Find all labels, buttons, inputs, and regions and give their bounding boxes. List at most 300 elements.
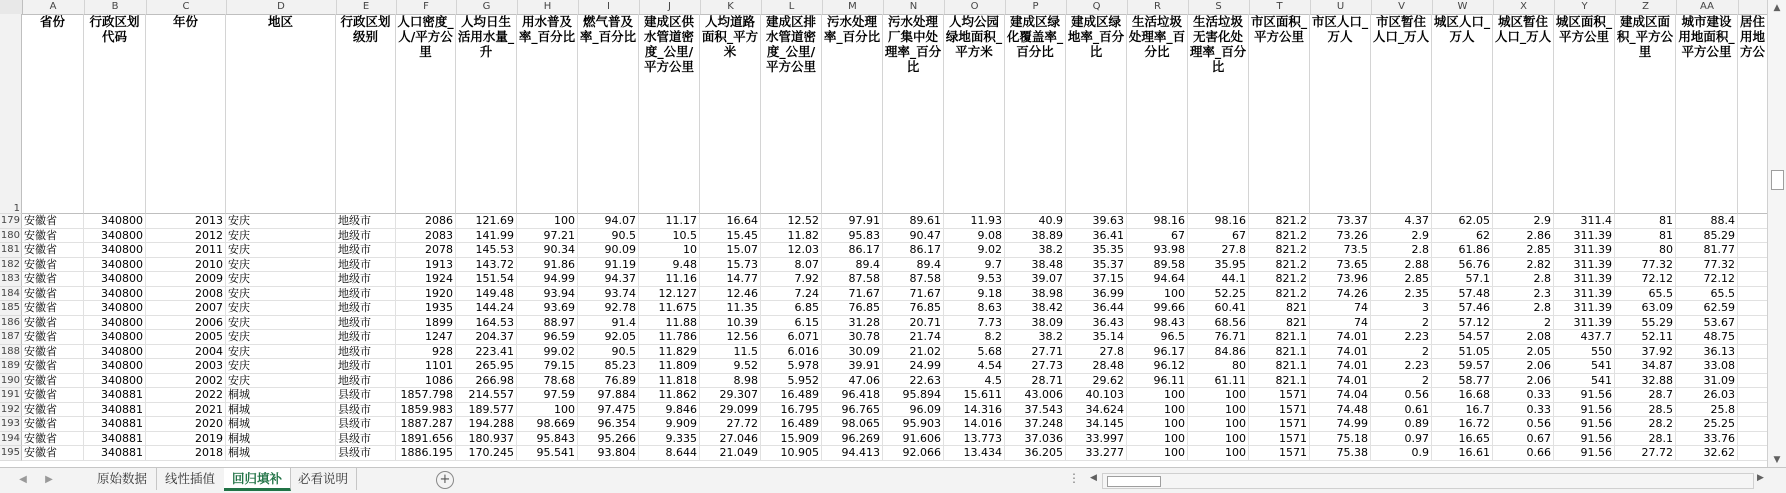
table-cell[interactable]	[1738, 417, 1768, 432]
table-cell[interactable]: 59.57	[1432, 359, 1493, 374]
table-cell[interactable]: 1891.656	[396, 432, 456, 447]
column-letter-aa[interactable]: AA	[1676, 0, 1739, 14]
column-header[interactable]: 污水处理厂集中处理率_百分比	[883, 14, 944, 214]
table-cell[interactable]: 36.99	[1066, 287, 1127, 302]
table-cell[interactable]: 90.47	[883, 229, 944, 244]
table-cell[interactable]: 340800	[84, 214, 146, 229]
table-cell[interactable]: 72.12	[1676, 272, 1738, 287]
row-number[interactable]: 192	[0, 403, 22, 418]
table-cell[interactable]: 93.69	[517, 301, 578, 316]
table-cell[interactable]: 94.07	[578, 214, 639, 229]
table-cell[interactable]: 安徽省	[22, 432, 84, 447]
column-letter-r[interactable]: R	[1127, 0, 1189, 14]
table-cell[interactable]: 安徽省	[22, 229, 84, 244]
table-cell[interactable]: 1247	[396, 330, 456, 345]
table-cell[interactable]: 21.049	[700, 446, 761, 461]
table-cell[interactable]: 地级市	[336, 374, 396, 389]
scroll-down-icon[interactable]: ▼	[1773, 455, 1781, 465]
table-cell[interactable]: 27.046	[700, 432, 761, 447]
table-cell[interactable]: 311.39	[1554, 272, 1615, 287]
table-cell[interactable]: 311.39	[1554, 229, 1615, 244]
table-cell[interactable]: 821.1	[1249, 345, 1310, 360]
table-cell[interactable]: 100	[1188, 446, 1249, 461]
column-letter-z[interactable]: Z	[1615, 0, 1677, 14]
table-cell[interactable]: 安庆	[226, 258, 336, 273]
table-cell[interactable]: 72.12	[1615, 272, 1676, 287]
table-cell[interactable]: 15.73	[700, 258, 761, 273]
table-cell[interactable]: 144.24	[456, 301, 517, 316]
table-cell[interactable]: 340881	[84, 403, 146, 418]
table-cell[interactable]: 11.16	[639, 272, 700, 287]
table-cell[interactable]: 92.05	[578, 330, 639, 345]
table-cell[interactable]: 1086	[396, 374, 456, 389]
table-cell[interactable]: 29.099	[700, 403, 761, 418]
table-cell[interactable]: 桐城	[226, 403, 336, 418]
table-cell[interactable]: 65.5	[1615, 287, 1676, 302]
table-cell[interactable]: 340800	[84, 229, 146, 244]
table-cell[interactable]: 6.016	[761, 345, 822, 360]
table-cell[interactable]: 15.45	[700, 229, 761, 244]
table-cell[interactable]: 75.38	[1310, 446, 1371, 461]
table-cell[interactable]: 821	[1249, 301, 1310, 316]
table-cell[interactable]: 2003	[146, 359, 226, 374]
column-header[interactable]: 人均公园绿地面积_平方米	[944, 14, 1005, 214]
table-cell[interactable]: 1571	[1249, 417, 1310, 432]
table-cell[interactable]: 11.35	[700, 301, 761, 316]
scroll-right-icon[interactable]: ▶	[1757, 473, 1764, 483]
table-cell[interactable]: 311.39	[1554, 258, 1615, 273]
table-cell[interactable]: 28.2	[1615, 417, 1676, 432]
table-cell[interactable]: 1913	[396, 258, 456, 273]
table-cell[interactable]: 92.78	[578, 301, 639, 316]
table-cell[interactable]: 8.07	[761, 258, 822, 273]
table-cell[interactable]: 99.02	[517, 345, 578, 360]
row-number[interactable]: 180	[0, 229, 22, 244]
table-cell[interactable]: 地级市	[336, 316, 396, 331]
table-cell[interactable]: 821.1	[1249, 359, 1310, 374]
table-cell[interactable]: 81	[1615, 229, 1676, 244]
table-cell[interactable]: 94.64	[1127, 272, 1188, 287]
table-cell[interactable]: 60.41	[1188, 301, 1249, 316]
table-cell[interactable]: 11.675	[639, 301, 700, 316]
table-cell[interactable]: 1920	[396, 287, 456, 302]
table-cell[interactable]: 52.25	[1188, 287, 1249, 302]
table-cell[interactable]: 12.56	[700, 330, 761, 345]
table-cell[interactable]: 74	[1310, 301, 1371, 316]
column-letter-v[interactable]: V	[1371, 0, 1433, 14]
table-cell[interactable]: 5.978	[761, 359, 822, 374]
column-letter-g[interactable]: G	[456, 0, 518, 14]
table-cell[interactable]: 90.5	[578, 229, 639, 244]
table-cell[interactable]: 12.46	[700, 287, 761, 302]
table-cell[interactable]: 90.34	[517, 243, 578, 258]
column-header[interactable]: 人均道路面积_平方米	[700, 14, 761, 214]
table-cell[interactable]: 36.13	[1676, 345, 1738, 360]
table-cell[interactable]	[1738, 374, 1768, 389]
table-cell[interactable]: 61.11	[1188, 374, 1249, 389]
table-cell[interactable]: 1571	[1249, 388, 1310, 403]
table-cell[interactable]: 8.2	[944, 330, 1005, 345]
table-cell[interactable]: 87.58	[883, 272, 944, 287]
column-header[interactable]: 居住用地方公	[1738, 14, 1768, 214]
table-cell[interactable]: 16.65	[1432, 432, 1493, 447]
table-cell[interactable]: 1924	[396, 272, 456, 287]
table-cell[interactable]: 21.02	[883, 345, 944, 360]
table-cell[interactable]: 85.29	[1676, 229, 1738, 244]
table-cell[interactable]: 16.68	[1432, 388, 1493, 403]
column-letter-t[interactable]: T	[1249, 0, 1311, 14]
row-number[interactable]: 179	[0, 214, 22, 229]
table-cell[interactable]: 地级市	[336, 258, 396, 273]
table-cell[interactable]: 100	[1188, 432, 1249, 447]
table-cell[interactable]: 340800	[84, 359, 146, 374]
table-cell[interactable]: 821.2	[1249, 287, 1310, 302]
table-cell[interactable]: 8.98	[700, 374, 761, 389]
table-cell[interactable]: 2	[1371, 345, 1432, 360]
table-cell[interactable]: 180.937	[456, 432, 517, 447]
table-cell[interactable]: 62.59	[1676, 301, 1738, 316]
table-cell[interactable]: 28.5	[1615, 403, 1676, 418]
table-cell[interactable]: 8.644	[639, 446, 700, 461]
table-cell[interactable]: 9.7	[944, 258, 1005, 273]
table-cell[interactable]: 桐城	[226, 446, 336, 461]
table-cell[interactable]	[1738, 432, 1768, 447]
row-number[interactable]: 187	[0, 330, 22, 345]
table-cell[interactable]: 安徽省	[22, 301, 84, 316]
table-cell[interactable]: 928	[396, 345, 456, 360]
table-cell[interactable]: 92.066	[883, 446, 944, 461]
table-cell[interactable]: 51.05	[1432, 345, 1493, 360]
select-all-corner[interactable]	[0, 0, 23, 14]
table-cell[interactable]: 38.48	[1005, 258, 1066, 273]
table-cell[interactable]: 36.43	[1066, 316, 1127, 331]
table-cell[interactable]: 桐城	[226, 417, 336, 432]
table-cell[interactable]: 30.78	[822, 330, 883, 345]
table-cell[interactable]: 2.06	[1493, 374, 1554, 389]
table-cell[interactable]: 安徽省	[22, 316, 84, 331]
table-cell[interactable]: 安徽省	[22, 446, 84, 461]
row-number[interactable]: 182	[0, 258, 22, 273]
table-cell[interactable]: 5.952	[761, 374, 822, 389]
table-cell[interactable]: 2.06	[1493, 359, 1554, 374]
table-cell[interactable]: 98.669	[517, 417, 578, 432]
table-cell[interactable]: 93.74	[578, 287, 639, 302]
table-cell[interactable]: 1899	[396, 316, 456, 331]
table-cell[interactable]: 27.71	[1005, 345, 1066, 360]
table-cell[interactable]: 31.28	[822, 316, 883, 331]
table-cell[interactable]: 县级市	[336, 388, 396, 403]
table-cell[interactable]: 97.21	[517, 229, 578, 244]
table-cell[interactable]: 2006	[146, 316, 226, 331]
table-cell[interactable]: 11.818	[639, 374, 700, 389]
column-letter-q[interactable]: Q	[1066, 0, 1128, 14]
table-cell[interactable]: 550	[1554, 345, 1615, 360]
table-cell[interactable]: 12.03	[761, 243, 822, 258]
table-cell[interactable]: 39.63	[1066, 214, 1127, 229]
tab-2[interactable]: 线性插值	[156, 468, 225, 490]
table-cell[interactable]: 安庆	[226, 272, 336, 287]
table-cell[interactable]: 89.4	[883, 258, 944, 273]
table-cell[interactable]: 38.89	[1005, 229, 1066, 244]
table-cell[interactable]: 县级市	[336, 417, 396, 432]
table-cell[interactable]: 31.09	[1676, 374, 1738, 389]
table-cell[interactable]: 2	[1371, 374, 1432, 389]
table-cell[interactable]: 地级市	[336, 243, 396, 258]
table-cell[interactable]: 821.2	[1249, 243, 1310, 258]
table-cell[interactable]: 81	[1615, 214, 1676, 229]
table-cell[interactable]: 27.73	[1005, 359, 1066, 374]
table-cell[interactable]: 340800	[84, 330, 146, 345]
table-cell[interactable]: 11.809	[639, 359, 700, 374]
table-cell[interactable]: 100	[1127, 287, 1188, 302]
table-cell[interactable]	[1738, 272, 1768, 287]
table-cell[interactable]: 14.316	[944, 403, 1005, 418]
table-cell[interactable]: 9.53	[944, 272, 1005, 287]
table-cell[interactable]: 98.43	[1127, 316, 1188, 331]
table-cell[interactable]	[1738, 359, 1768, 374]
column-letter-f[interactable]: F	[396, 0, 457, 14]
table-cell[interactable]: 340800	[84, 301, 146, 316]
table-cell[interactable]: 68.56	[1188, 316, 1249, 331]
table-cell[interactable]: 桐城	[226, 388, 336, 403]
table-cell[interactable]: 98.065	[822, 417, 883, 432]
table-cell[interactable]: 15.909	[761, 432, 822, 447]
table-cell[interactable]: 地级市	[336, 330, 396, 345]
column-letter-c[interactable]: C	[146, 0, 227, 14]
table-cell[interactable]: 78.68	[517, 374, 578, 389]
row-number[interactable]: 191	[0, 388, 22, 403]
table-cell[interactable]: 53.67	[1676, 316, 1738, 331]
table-cell[interactable]: 40.103	[1066, 388, 1127, 403]
table-cell[interactable]: 6.85	[761, 301, 822, 316]
table-cell[interactable]: 100	[1188, 403, 1249, 418]
table-cell[interactable]: 76.85	[822, 301, 883, 316]
column-letter-p[interactable]: P	[1005, 0, 1067, 14]
table-cell[interactable]: 821.2	[1249, 258, 1310, 273]
table-cell[interactable]: 98.16	[1127, 214, 1188, 229]
table-cell[interactable]: 67	[1127, 229, 1188, 244]
vertical-scrollbar[interactable]	[1767, 0, 1786, 468]
table-cell[interactable]: 2.85	[1371, 272, 1432, 287]
table-cell[interactable]: 28.1	[1615, 432, 1676, 447]
add-sheet-icon[interactable]: +	[436, 471, 454, 489]
table-cell[interactable]: 74.26	[1310, 287, 1371, 302]
column-letter-a[interactable]: A	[22, 0, 85, 14]
row-number[interactable]: 194	[0, 432, 22, 447]
table-cell[interactable]: 1571	[1249, 446, 1310, 461]
table-cell[interactable]: 56.76	[1432, 258, 1493, 273]
table-cell[interactable]: 149.48	[456, 287, 517, 302]
table-cell[interactable]: 91.86	[517, 258, 578, 273]
table-cell[interactable]: 5.68	[944, 345, 1005, 360]
table-cell[interactable]: 2007	[146, 301, 226, 316]
table-cell[interactable]: 县级市	[336, 446, 396, 461]
table-cell[interactable]: 58.77	[1432, 374, 1493, 389]
table-cell[interactable]: 6.15	[761, 316, 822, 331]
table-cell[interactable]: 97.59	[517, 388, 578, 403]
table-cell[interactable]	[1738, 345, 1768, 360]
table-cell[interactable]: 74.01	[1310, 345, 1371, 360]
table-cell[interactable]: 20.71	[883, 316, 944, 331]
table-cell[interactable]: 340800	[84, 243, 146, 258]
table-cell[interactable]: 县级市	[336, 432, 396, 447]
table-cell[interactable]: 37.036	[1005, 432, 1066, 447]
table-cell[interactable]: 77.32	[1615, 258, 1676, 273]
table-cell[interactable]: 2.86	[1493, 229, 1554, 244]
table-cell[interactable]: 96.269	[822, 432, 883, 447]
table-cell[interactable]: 39.91	[822, 359, 883, 374]
table-cell[interactable]: 33.76	[1676, 432, 1738, 447]
table-cell[interactable]: 14.77	[700, 272, 761, 287]
table-cell[interactable]: 194.288	[456, 417, 517, 432]
table-cell[interactable]: 2.23	[1371, 330, 1432, 345]
table-cell[interactable]: 13.773	[944, 432, 1005, 447]
table-cell[interactable]: 16.72	[1432, 417, 1493, 432]
table-cell[interactable]: 74	[1310, 316, 1371, 331]
table-cell[interactable]: 0.66	[1493, 446, 1554, 461]
table-cell[interactable]: 43.006	[1005, 388, 1066, 403]
column-letter-i[interactable]: I	[578, 0, 640, 14]
table-cell[interactable]: 73.96	[1310, 272, 1371, 287]
table-cell[interactable]: 16.489	[761, 388, 822, 403]
table-cell[interactable]: 100	[1127, 388, 1188, 403]
table-cell[interactable]: 266.98	[456, 374, 517, 389]
table-cell[interactable]: 204.37	[456, 330, 517, 345]
table-cell[interactable]: 地级市	[336, 272, 396, 287]
table-cell[interactable]: 73.37	[1310, 214, 1371, 229]
table-cell[interactable]: 89.4	[822, 258, 883, 273]
table-cell[interactable]: 39.07	[1005, 272, 1066, 287]
table-cell[interactable]: 100	[1188, 388, 1249, 403]
table-cell[interactable]: 22.63	[883, 374, 944, 389]
table-cell[interactable]: 170.245	[456, 446, 517, 461]
table-cell[interactable]: 安徽省	[22, 388, 84, 403]
table-cell[interactable]: 28.7	[1615, 388, 1676, 403]
table-cell[interactable]: 11.786	[639, 330, 700, 345]
table-cell[interactable]: 100	[1127, 446, 1188, 461]
table-cell[interactable]: 2011	[146, 243, 226, 258]
column-letter-m[interactable]: M	[822, 0, 884, 14]
table-cell[interactable]: 38.09	[1005, 316, 1066, 331]
table-cell[interactable]: 9.08	[944, 229, 1005, 244]
table-cell[interactable]: 2	[1371, 316, 1432, 331]
table-cell[interactable]: 27.8	[1066, 345, 1127, 360]
table-cell[interactable]: 67	[1188, 229, 1249, 244]
table-cell[interactable]: 地级市	[336, 345, 396, 360]
table-cell[interactable]: 79.15	[517, 359, 578, 374]
table-cell[interactable]: 2.3	[1493, 287, 1554, 302]
table-cell[interactable]: 73.26	[1310, 229, 1371, 244]
column-letter-s[interactable]: S	[1188, 0, 1250, 14]
table-cell[interactable]: 340800	[84, 272, 146, 287]
table-cell[interactable]: 74.99	[1310, 417, 1371, 432]
table-cell[interactable]: 2.05	[1493, 345, 1554, 360]
table-cell[interactable]: 145.53	[456, 243, 517, 258]
table-cell[interactable]: 2	[1493, 316, 1554, 331]
table-cell[interactable]: 95.894	[883, 388, 944, 403]
table-cell[interactable]: 12.127	[639, 287, 700, 302]
column-header[interactable]: 行政区划代码	[84, 14, 146, 214]
table-cell[interactable]: 0.67	[1493, 432, 1554, 447]
column-header[interactable]: 城区面积_平方公里	[1554, 14, 1615, 214]
table-cell[interactable]: 89.61	[883, 214, 944, 229]
table-cell[interactable]: 安徽省	[22, 359, 84, 374]
next-sheet-icon[interactable]: ▶	[45, 474, 53, 485]
column-header[interactable]: 建成区绿化覆盖率_百分比	[1005, 14, 1066, 214]
table-cell[interactable]: 57.46	[1432, 301, 1493, 316]
table-cell[interactable]: 38.98	[1005, 287, 1066, 302]
tab-3[interactable]: 回归填补	[224, 468, 291, 491]
table-cell[interactable]: 2004	[146, 345, 226, 360]
table-cell[interactable]: 96.418	[822, 388, 883, 403]
table-cell[interactable]: 2005	[146, 330, 226, 345]
column-header[interactable]: 城区人口_万人	[1432, 14, 1493, 214]
table-cell[interactable]	[1738, 316, 1768, 331]
table-cell[interactable]: 桐城	[226, 432, 336, 447]
table-cell[interactable]: 1859.983	[396, 403, 456, 418]
table-cell[interactable]: 37.248	[1005, 417, 1066, 432]
table-cell[interactable]: 94.413	[822, 446, 883, 461]
row-number[interactable]: 190	[0, 374, 22, 389]
table-cell[interactable]: 35.35	[1066, 243, 1127, 258]
table-cell[interactable]: 57.1	[1432, 272, 1493, 287]
table-cell[interactable]: 37.15	[1066, 272, 1127, 287]
table-cell[interactable]: 91.56	[1554, 432, 1615, 447]
table-cell[interactable]: 95.903	[883, 417, 944, 432]
prev-sheet-icon[interactable]: ◀	[19, 474, 27, 485]
table-cell[interactable]: 安徽省	[22, 214, 84, 229]
table-cell[interactable]: 安庆	[226, 374, 336, 389]
table-cell[interactable]	[1738, 403, 1768, 418]
table-cell[interactable]: 65.5	[1676, 287, 1738, 302]
table-cell[interactable]: 11.82	[761, 229, 822, 244]
table-cell[interactable]: 89.58	[1127, 258, 1188, 273]
table-cell[interactable]: 10	[639, 243, 700, 258]
table-cell[interactable]: 15.611	[944, 388, 1005, 403]
column-letter-x[interactable]: X	[1493, 0, 1555, 14]
table-cell[interactable]: 27.72	[700, 417, 761, 432]
table-cell[interactable]: 4.54	[944, 359, 1005, 374]
table-cell[interactable]: 96.12	[1127, 359, 1188, 374]
table-cell[interactable]: 11.829	[639, 345, 700, 360]
table-cell[interactable]: 340881	[84, 417, 146, 432]
table-cell[interactable]: 93.98	[1127, 243, 1188, 258]
table-cell[interactable]: 16.64	[700, 214, 761, 229]
table-cell[interactable]: 55.29	[1615, 316, 1676, 331]
table-cell[interactable]: 311.39	[1554, 301, 1615, 316]
table-cell[interactable]: 91.19	[578, 258, 639, 273]
table-cell[interactable]: 26.03	[1676, 388, 1738, 403]
table-cell[interactable]: 93.94	[517, 287, 578, 302]
table-cell[interactable]: 141.99	[456, 229, 517, 244]
column-header[interactable]: 市区面积_平方公里	[1249, 14, 1310, 214]
table-cell[interactable]: 38.2	[1005, 243, 1066, 258]
column-header[interactable]: 市区暂住人口_万人	[1371, 14, 1432, 214]
table-cell[interactable]: 35.95	[1188, 258, 1249, 273]
table-cell[interactable]: 2012	[146, 229, 226, 244]
table-cell[interactable]: 安庆	[226, 330, 336, 345]
horizontal-scroll-thumb[interactable]	[1107, 476, 1161, 487]
table-cell[interactable]: 县级市	[336, 403, 396, 418]
table-cell[interactable]: 61.86	[1432, 243, 1493, 258]
table-cell[interactable]: 100	[1188, 417, 1249, 432]
column-header[interactable]: 省份	[22, 14, 84, 214]
table-cell[interactable]: 地级市	[336, 287, 396, 302]
tab-1[interactable]: 原始数据	[88, 468, 157, 490]
table-cell[interactable]: 21.74	[883, 330, 944, 345]
table-cell[interactable]: 安徽省	[22, 243, 84, 258]
table-cell[interactable]: 37.92	[1615, 345, 1676, 360]
